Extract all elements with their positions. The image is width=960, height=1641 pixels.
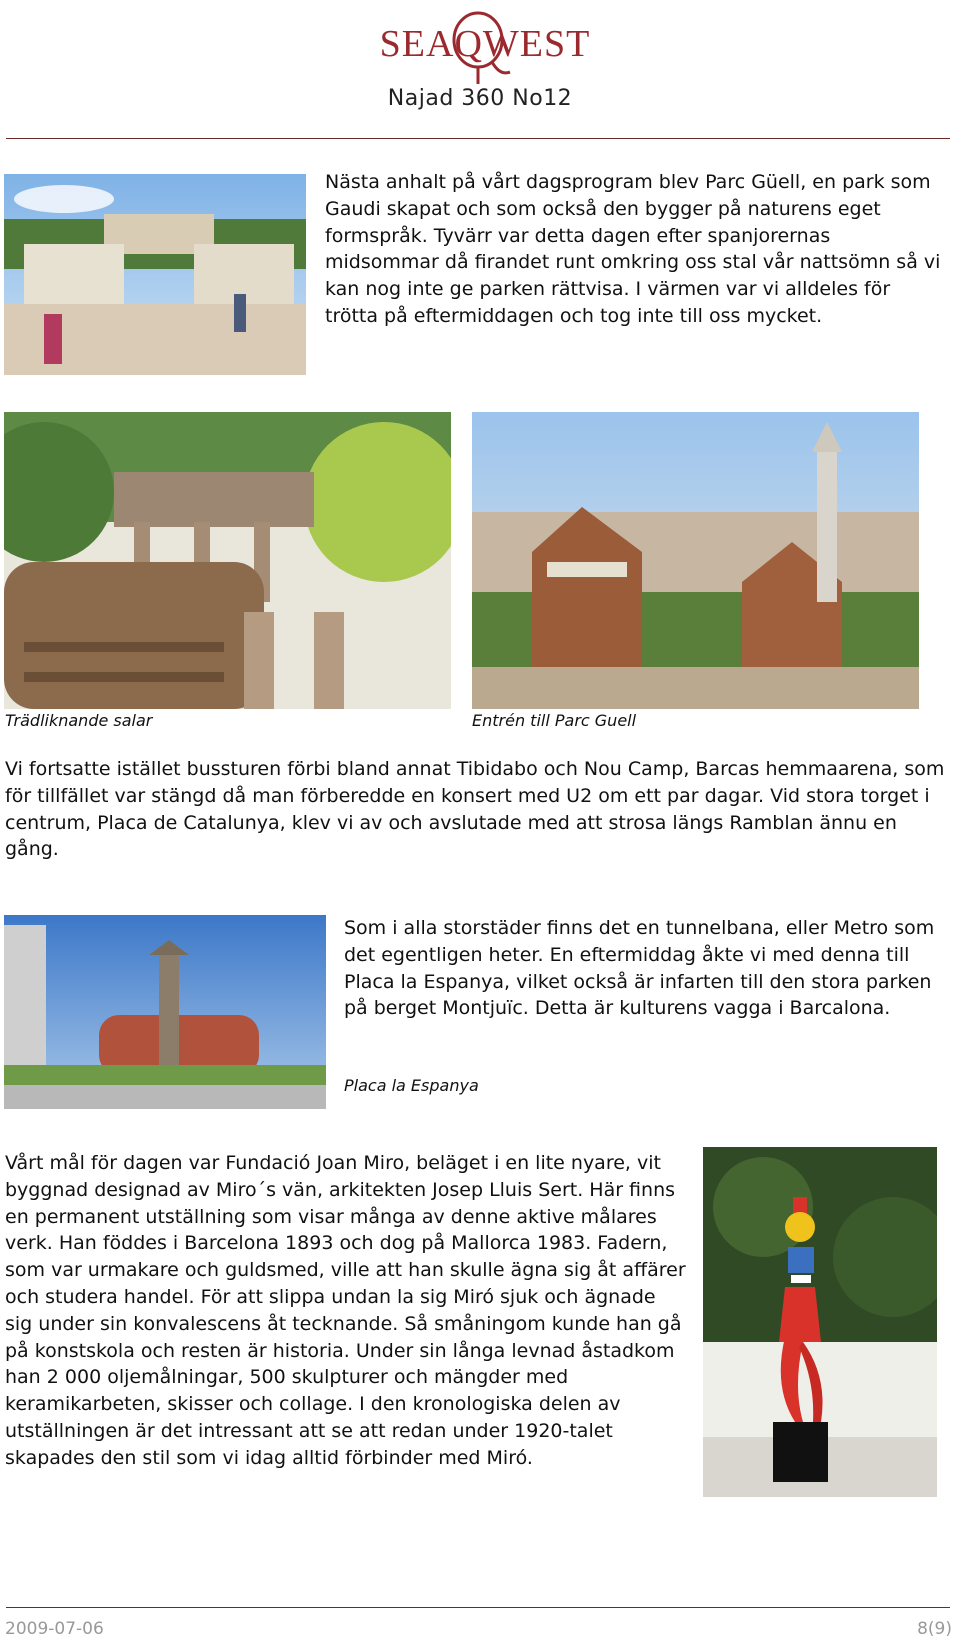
paragraph-bus-tour: Vi fortsatte istället bussturen förbi bland annat Tibidabo och Nou Camp, Barcas hemmaarena, som för tillfället var stängd då man förberedde en konsert med U2 om ett par dagar. Vid stora torget i centrum, Placa de Catalunya, klev vi av och avslutade med att strosa längs Ramblan ännu en gång. (5, 758, 945, 861)
paragraph-fundacio-miro: Vårt mål för dagen var Fundació Joan Miro, beläget i en lite nyare, vit byggnad designad av Miro´s vän, arkitekten Josep Lluis Sert. Här finns en permanent utställning som visar många av denne aktive målares verk. Han föddes i Barcelona 1893 och dog på Mallorca 1983. Fadern, som var urmakare och guldsmed, ville att han skulle ägna sig åt affärer och studera handel. För att slippa undan la sig Miró sjuk och ägnade sig under sin konvalescens åt tecknande. Så småningom kunde han gå på konstskola och resten är historia. Under sin långa levnad åstadkom han 2 000 oljemålningar, 500 skulpturer och mängder med keramikarbeten, skisser och collage. I den kronologiska delen av utställningen är det intressant att se att redan under 1920-talet skapades den stil som vi idag alltid förbinder med Miró. (5, 1152, 686, 1469)
photo-placa-la-espanya (4, 915, 326, 1109)
svg-text:SEAQWEST: SEAQWEST (379, 23, 591, 65)
photo-parc-guell-entrance (472, 412, 919, 709)
paragraph-parc-guell: Nästa anhalt på vårt dagsprogram blev Parc Güell, en park som Gaudi skapat och som också den bygger på naturens eget formspråk. Tyvärr var detta dagen efter spanjorernas midsommar då firandet runt omkring oss stal vår nattsömn så vi kan nog inte ge parken rättvisa. I värmen var vi alldeles för trötta på eftermiddagen och tog inte till oss mycket. (325, 171, 941, 327)
logo-graphic (360, 6, 610, 86)
caption-tree-halls: Trädliknande salar (5, 711, 153, 730)
caption-parc-guell-entrance: Entrén till Parc Guell (472, 711, 637, 730)
caption-placa-la-espanya: Placa la Espanya (344, 1076, 479, 1095)
photo-miro-sculpture (703, 1147, 937, 1497)
footer-date: 2009-07-06 (5, 1619, 104, 1639)
document-subtitle: Najad 360 No12 (387, 86, 573, 111)
footer-divider (6, 1607, 950, 1608)
header-divider (6, 138, 950, 139)
photo-tree-halls (4, 412, 451, 709)
paragraph-metro: Som i alla storstäder finns det en tunnelbana, eller Metro som det egentligen heter. En eftermiddag åkte vi med denna till Placa la Espanya, vilket också är infarten till den stora parken på berget Montjuïc. Detta är kulturens vagga i Barcalona. (344, 917, 935, 1020)
photo-parc-guell-stairs (4, 174, 306, 375)
footer-page-number: 8(9) (917, 1619, 952, 1639)
seaqwest-logo (360, 6, 610, 86)
